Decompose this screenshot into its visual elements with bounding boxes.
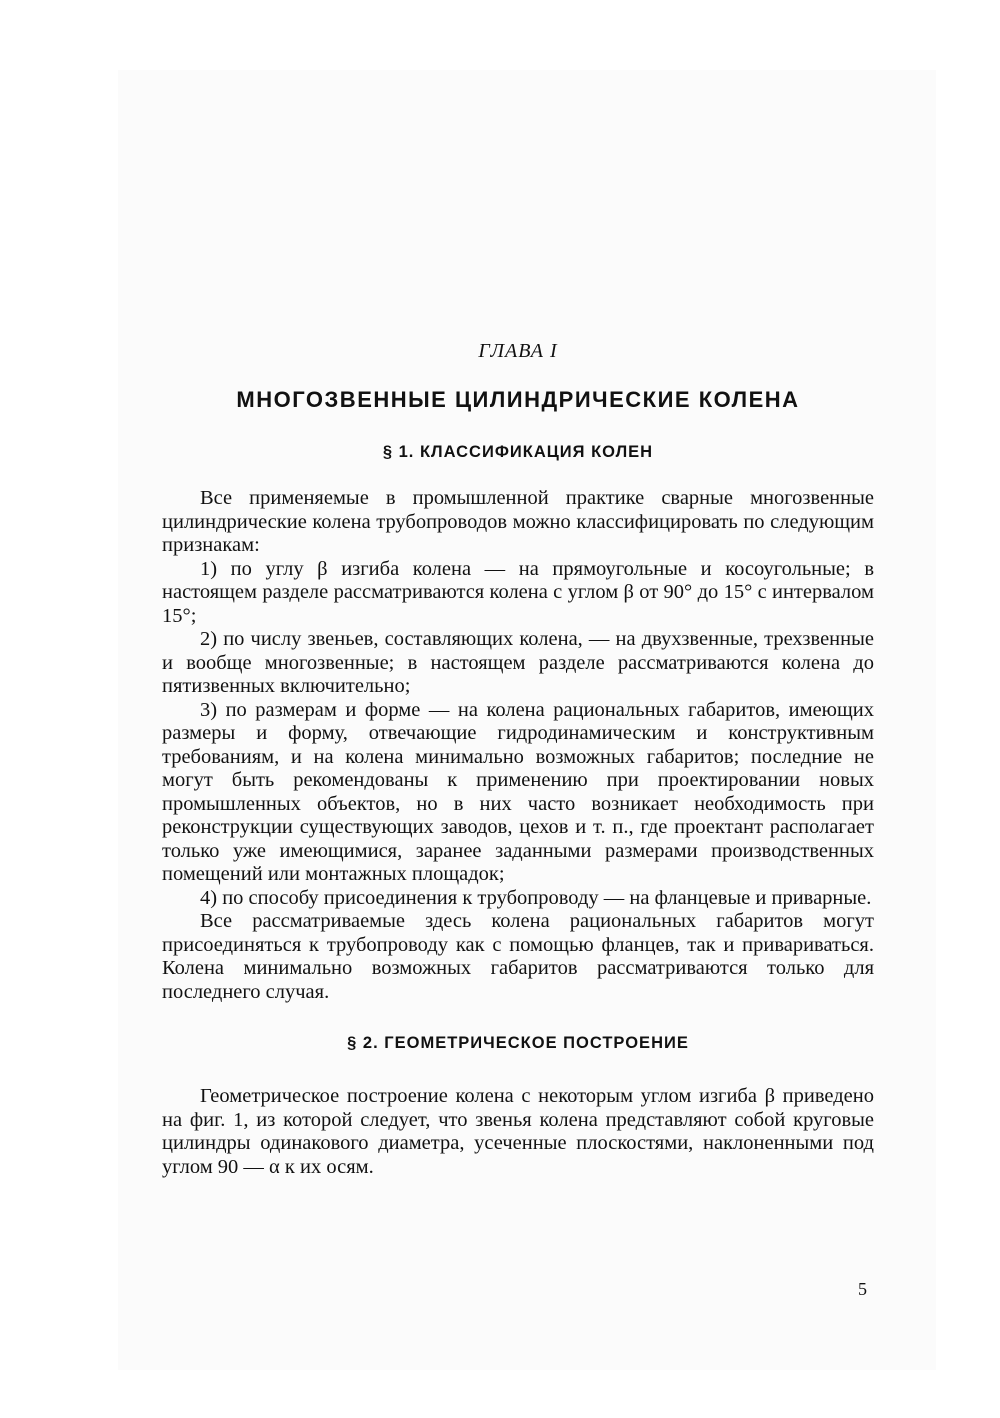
section-1-paragraph: 3) по размерам и форме — на колена рациональных габаритов, имеющих размеры и форму, отвечающие гидродинамическим и конструктивным требованиям, и на колена минимально возможных габаритов; последние не могут быть рекомендованы к применению при проектировании новых промышленных объектов, но в них часто возникает необходимость при реконструкции существующих заводов, цехов и т. п., где проектант располагает только уже имеющимися, заранее заданными размерами производственных помещений или монтажных площадок; <box>162 698 874 885</box>
section-1-paragraph: 2) по числу звеньев, составляющих колена, — на двухзвенные, трехзвенные и вообще многозвенные; в настоящем разделе рассматриваются колена до пятизвенных включительно; <box>162 628 874 697</box>
section-2-paragraph: Геометрическое построение колена с некоторым углом изгиба β приведено на фиг. 1, из которой следует, что звенья колена представляют собой круговые цилиндры одинакового диаметра, усеченные плоскостями, наклоненными под углом 90 — α к их осям. <box>162 1085 874 1178</box>
section-1-paragraph: 1) по углу β изгиба колена — на прямоугольные и косоугольные; в настоящем разделе рассматриваются колена с углом β от 90° до 15° с интервалом 15°; <box>162 557 874 627</box>
section-1-paragraph: 4) по способу присоединения к трубопроводу — на фланцевые и приварные. <box>200 886 872 909</box>
section-2-title: § 2. ГЕОМЕТРИЧЕСКОЕ ПОСТРОЕНИЕ <box>347 1034 689 1052</box>
chapter-title: МНОГОЗВЕННЫЕ ЦИЛИНДРИЧЕСКИЕ КОЛЕНА <box>236 387 800 412</box>
section-1-title: § 1. КЛАССИФИКАЦИЯ КОЛЕН <box>382 443 654 461</box>
page-number: 5 <box>858 1279 867 1299</box>
section-1-paragraph: Все применяемые в промышленной практике сварные многозвенные цилиндрические колена трубопроводов можно классифицировать по следующим признакам: <box>162 487 874 556</box>
page-content <box>162 340 874 1179</box>
section-1-paragraph: Все рассматриваемые здесь колена рациональных габаритов могут присоединяться к трубопроводу как с помощью фланцев, так и привариваться. Колена минимально возможных габаритов рассматриваются только для последнего случая. <box>162 910 874 1003</box>
chapter-label: ГЛАВА I <box>478 340 558 362</box>
